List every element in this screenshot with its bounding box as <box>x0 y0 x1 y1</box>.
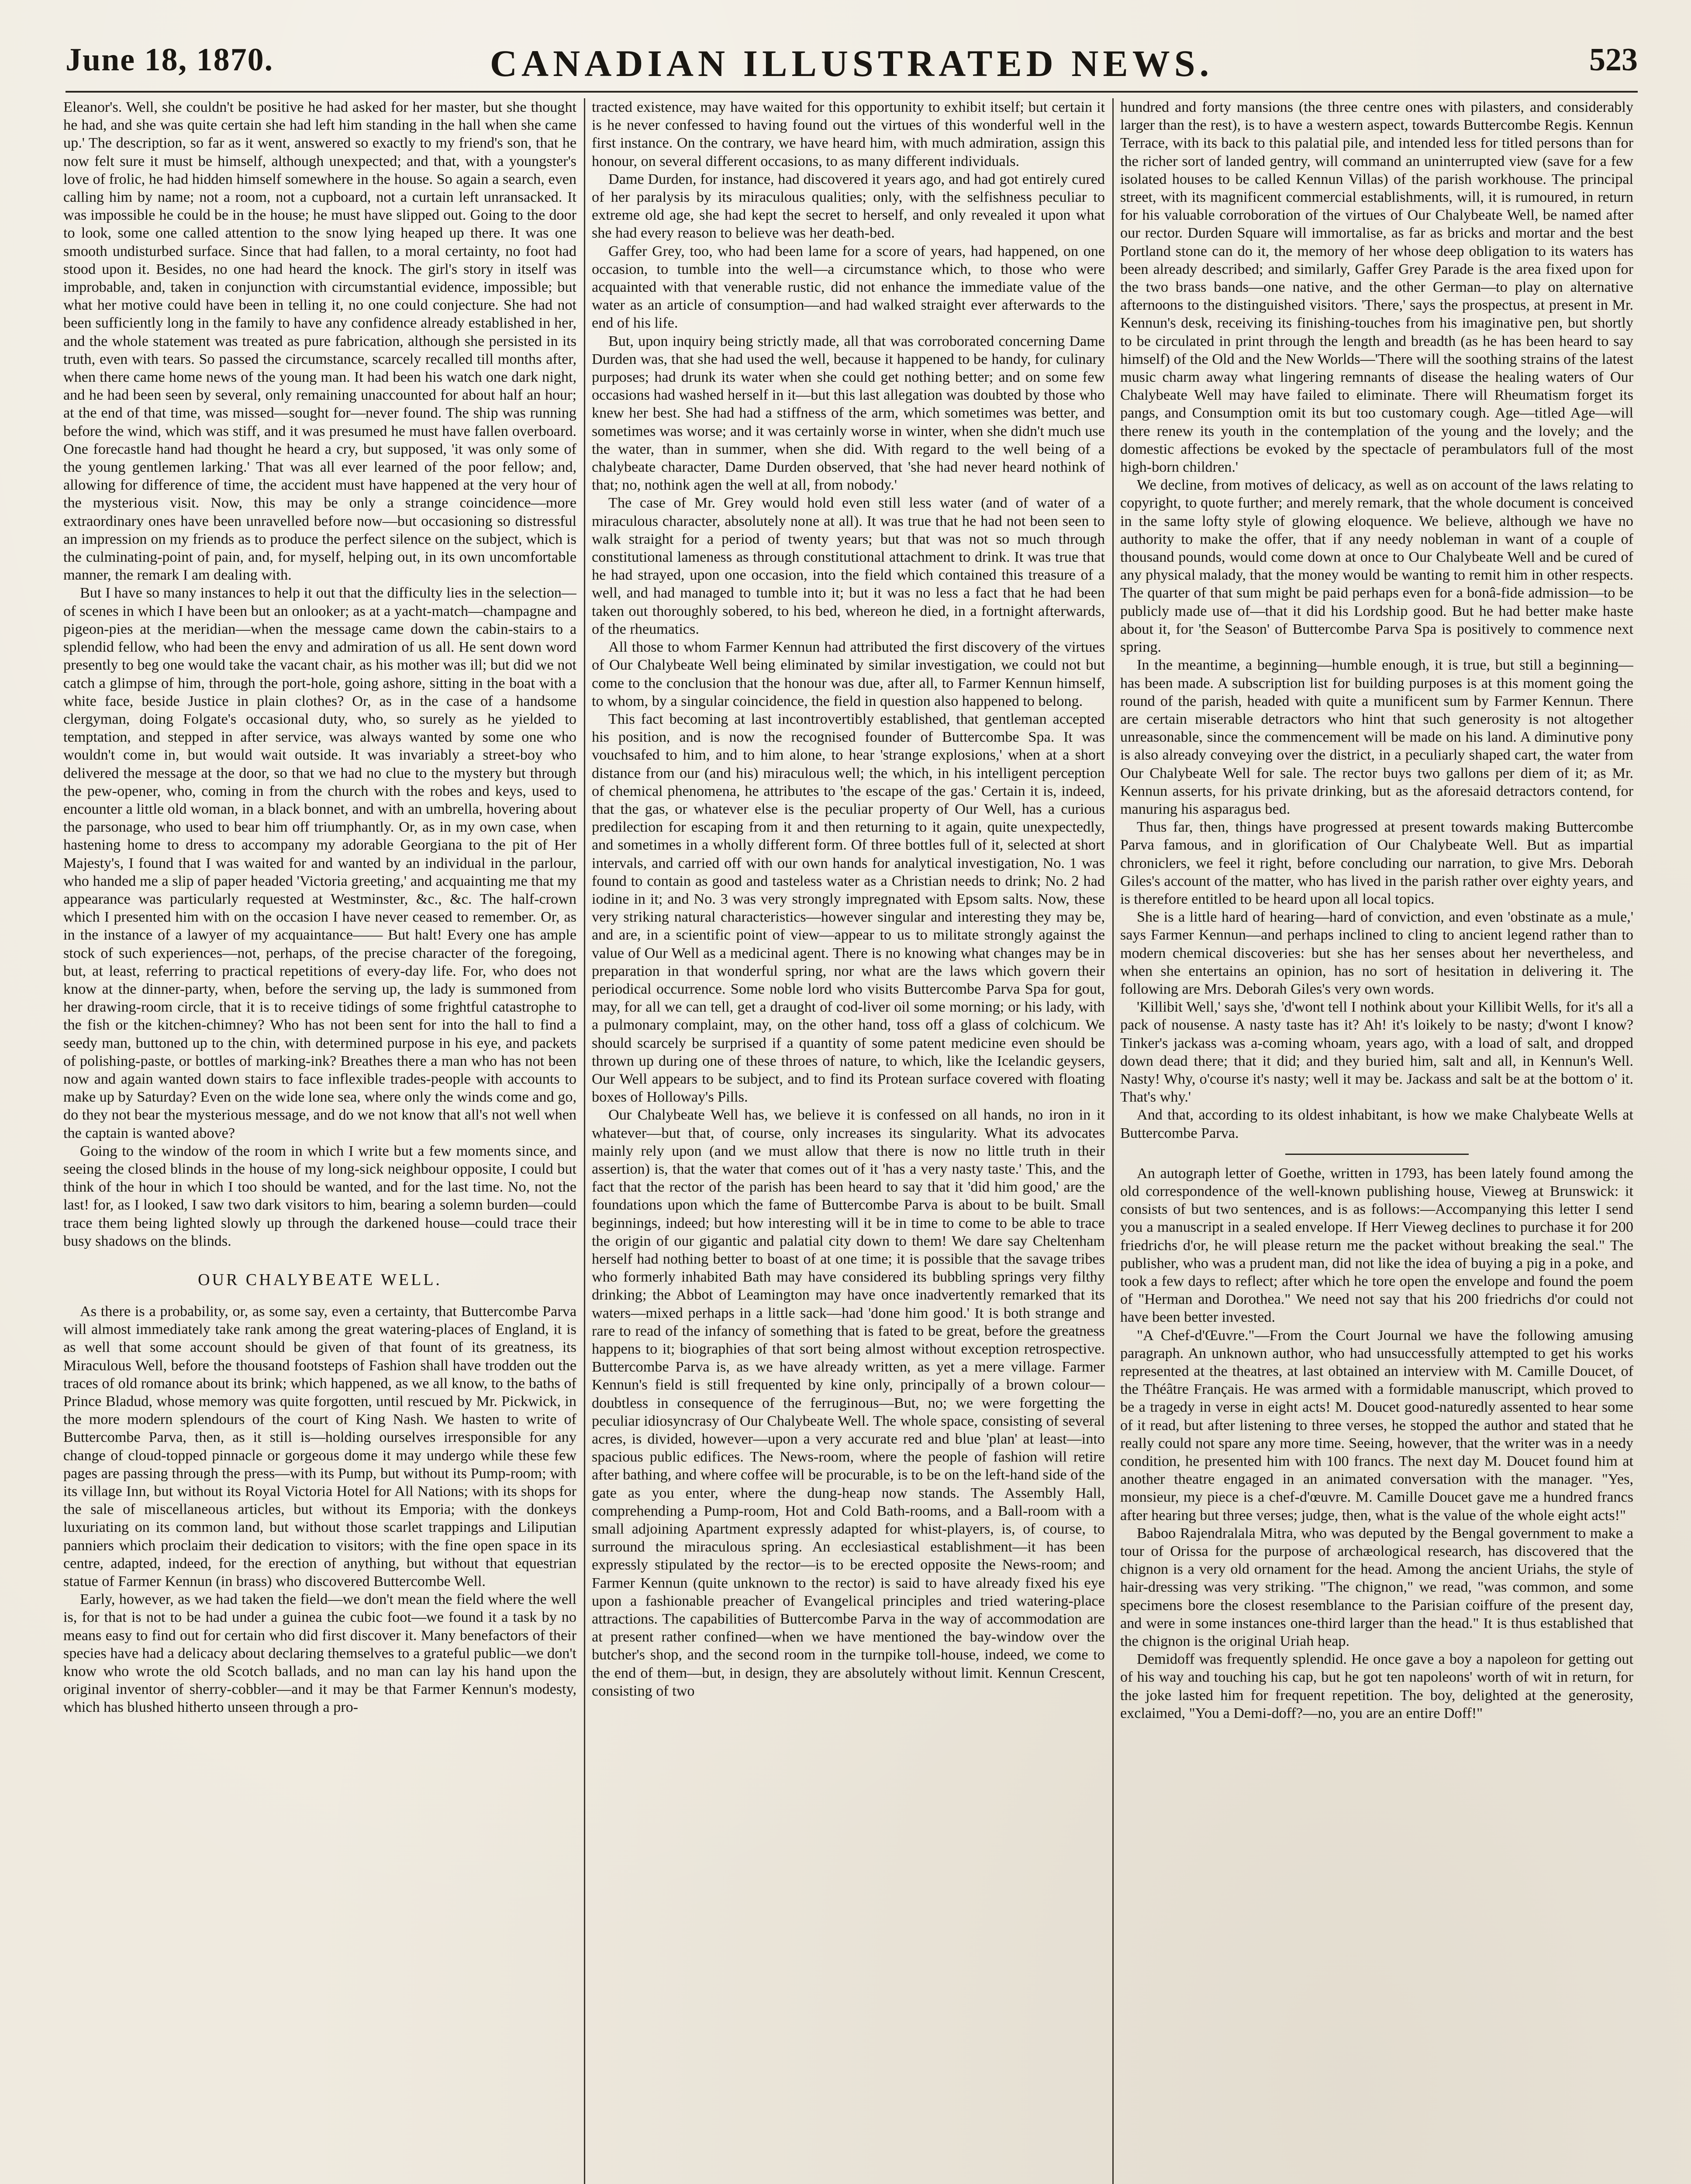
article-paragraph: This fact becoming at last incontrovertibly established, that gentleman accepted his position, and is now the recognised founder of Buttercombe Spa. It was vouchsafed to him, and to him alone, to hear 'strange explosions,' when at a short distance from our (and his) miraculous well; the which, in his intelligent perception of chemical phenomena, he attributes to 'the escape of the gas.' Certain it is, indeed, that the gas, or whatever else is the peculiar property of Our Well, has a curious predilection for escaping from it and then returning to it again, quite unexpectedly, and sometimes in a wholly different form. Of three bottles full of it, selected at short intervals, and carried off with our own hands for analytical investigation, No. 1 was found to contain as good and tasteless water as a Christian needs to drink; No. 2 had iodine in it; and No. 3 was very strongly impregnated with Epsom salts. Now, these very striking natural characteristics—however singular and interesting they may be, and are, in a scientific point of view—appear to us to militate strongly against the value of Our Well as a medicinal agent. There is no knowing what changes may be in preparation in that wonderful spring, nor what are the laws which govern their periodical occurrence. Some noble lord who visits Buttercombe Parva Spa for gout, may, for all we can tell, get a draught of cod-liver oil some morning; or his lady, with a pulmonary complaint, may, on the other hand, toss off a glass of colchicum. We should scarcely be surprised if a quantity of some patent medicine even should be thrown up during one of these throes of nature, to which, like the Icelandic geysers, Our Well appears to be subject, and to find its Protean surface covered with floating boxes of Holloway's Pills. <box>592 711 1105 1106</box>
article-paragraph: Eleanor's. Well, she couldn't be positive he had asked for her master, but she thought he had, and she was quite certain she had left him standing in the hall when she came up.' The description, so far as it went, answered so exactly to my friend's son, that he now felt sure it must be himself, although unexpected; and that, with a youngster's love of frolic, he had hidden himself somewhere in the house. So again a search, even calling him by name; not a room, not a cupboard, not a curtain left unransacked. It was impossible he could be in the house; he must have slipped out. Going to the door to look, some one called attention to the snow lying heaped up there. It was one smooth undisturbed surface. Since that had fallen, to a moral certainty, no foot had stood upon it. Besides, no one had heard the knock. The girl's story in itself was improbable, and, taken in conjunction with circumstantial evidence, impossible; but what her motive could have been in telling it, no one could conjecture. She had not been sufficiently long in the family to have any confidence already established in her, and the whole statement was treated as pure fabrication, although she persisted in its truth, even with tears. So passed the circumstance, scarcely recalled till months after, when there came home news of the young man. It had been his watch one dark night, and he had been seen by several, only remaining unaccounted for about half an hour; at the end of that time, was missed—sought for—never found. The ship was running before the wind, which was stiff, and it was presumed he must have fallen overboard. One forecastle hand had thought he heard a cry, but supposed, 'it was only some of the young gentlemen larking.' That was all ever learned of the poor fellow; and, allowing for difference of time, the accident must have happened at the very hour of the mysterious visit. Now, this may be only a strange coincidence—more extraordinary ones have been unravelled before now—but occasioning so distressful an impression on my friends as to produce the perfect silence on the subject, which is the culminating-point of pain, and, for myself, helping out, in its own uncomfortable manner, the remark I am dealing with. <box>63 99 576 584</box>
column-divider-1 <box>584 98 585 2184</box>
article-paragraph: Early, however, as we had taken the field—we don't mean the field where the well is, for that is not to be had under a guinea the cubic foot—we found it a task by no means easy to find out for certain who did first discover it. Many benefactors of their species have had a delicacy about declaring themselves to a grateful public—we don't know who wrote the old Scotch ballads, and no man can lay his hand upon the original inventor of sherry-cobbler—and it may be that Farmer Kennun's modesty, which has blushed hitherto unseen through a pro- <box>63 1591 576 1716</box>
article-paragraph: The case of Mr. Grey would hold even still less water (and of water of a miraculous character, absolutely none at all). It was true that he had not been seen to walk straight for a period of twenty years; but that was not so much through constitutional lameness as through constitutional attachment to drink. It was true that he had strayed, upon one occasion, into the field which contained this treasure of a well, and had managed to tumble into it; but it was no less a fact that he had been taken out thoroughly sobered, to his bed, whereon he died, in a fortnight afterwards, of the rheumatics. <box>592 495 1105 637</box>
column-1 <box>63 98 576 2184</box>
article-paragraph: In the meantime, a beginning—humble enough, it is true, but still a beginning—has been made. A subscription list for building purposes is at this moment going the round of the parish, headed with quite a munificent sum by Farmer Kennun. There are certain miserable detractors who hint that such generosity is not altogether unreasonable, since the commencement will be made on his land. A diminutive pony is also already conveying over the district, in a peculiarly shaped cart, the water from Our Chalybeate Well for sale. The rector buys two gallons per diem of it; as Mr. Kennun asserts, for his private drinking, but as the aforesaid detractors contend, for manuring his asparagus bed. <box>1120 657 1633 817</box>
article-paragraph: She is a little hard of hearing—hard of conviction, and even 'obstinate as a mule,' says Farmer Kennun—and perhaps inclined to cling to ancient legend rather than to modern chemical discoveries: but she has her senses about her nevertheless, and when she entertains an opinion, has no sort of hesitation in delivering it. The following are Mrs. Deborah Giles's very own words. <box>1120 909 1633 997</box>
article-paragraph: Thus far, then, things have progressed at present towards making Buttercombe Parva famous, and in glorification of Our Chalybeate Well. But as impartial chroniclers, we feel it right, before concluding our narration, to give Mrs. Deborah Giles's account of the matter, who has lived in the parish rather over eighty years, and is therefore entitled to be heard upon all local topics. <box>1120 819 1633 907</box>
article-paragraph: Our Chalybeate Well has, we believe it is confessed on all hands, no iron in it whatever—but that, of course, only increases its singularity. What its advocates mainly rely upon (and we must allow that there is now no little truth in their assertion) is, that the water that comes out of it 'has a very nasty taste.' This, and the fact that the rector of the parish has been heard to say that it 'did him good,' are the foundations upon which the fame of Buttercombe Parva is about to be built. Small beginnings, indeed; but how interesting will it be in time to come to be able to trace the origin of our gigantic and palatial city down to them! We dare say Cheltenham herself had nothing better to boast of at one time; it is possible that the savage tribes who formerly inhabited Bath may have considered its bubbling springs very filthy drinking; the Abbot of Leamington may have once inadvertently remarked that its waters—mixed perhaps in a little sack—had 'done him good.' It is both strange and rare to read of the infancy of something that is fated to be great, before the greatness happens to it; biographies of that sort being almost without exception retrospective. Buttercombe Parva is, as we have already written, as yet a mere village. Farmer Kennun's field is still frequented by kine only, principally of a brown colour—doubtless in consequence of the ferruginous—But, no; we were forgetting the peculiar idiosyncrasy of Our Chalybeate Well. The whole space, consisting of several acres, is divided, however—upon a very accurate red and blue 'plan' at least—into spacious public edifices. The News-room, where the people of fashion will retire after bathing, and where coffee will be procurable, is to be on the left-hand side of the gate as you enter, where the dung-heap now stands. The Assembly Hall, comprehending a Pump-room, Hot and Cold Bath-rooms, and a Ball-room with a small adjoining Apartment expressly adapted for whist-players, is, of course, to surround the miraculous spring. An ecclesiastical establishment—it has been expressly stipulated by the rector—is to be erected opposite the News-room; and Farmer Kennun (quite unknown to the rector) is said to have already fixed his eye upon a fashionable preacher of Evangelical principles and tried watering-place attractions. The capabilities of Buttercombe Parva in the way of accommodation are at present rather confined—when we have mentioned the bay-window over the butcher's shop, and the second room in the turnpike toll-house, indeed, we come to the end of them—but, in design, they are absolutely without limit. Kennun Crescent, consisting of two <box>592 1107 1105 1699</box>
page-number: 523 <box>1589 42 1638 78</box>
issue-date: June 18, 1870. <box>66 42 274 78</box>
article-paragraph: But I have so many instances to help it out that the difficulty lies in the selection—of scenes in which I have been but an onlooker; as at a yacht-match—champagne and pigeon-pies at the meridian—when the message came down the cabin-stairs to a splendid fellow, who had been the envy and admiration of us all. He sent down word presently to beg one would take the vacant chair, as his mother was ill; but did we not catch a glimpse of him, through the port-hole, going ashore, sitting in the boat with a white face, beside Justice in plain clothes? Or, as in the case of a handsome clergyman, doing Folgate's occasional duty, who, so surely as he yielded to temptation, and stepped in after service, was always wanted by some one who wouldn't come in, but would wait outside. It was invariably a street-boy who delivered the message at the door, so that we had no clue to the mystery but through the pew-opener, who, coming in from the church with the robes and keys, used to encounter a little old woman, in a black bonnet, and with an umbrella, hovering about the parsonage, who used to bear him off triumphantly. Or, as in my own case, when hastening home to dress to accompany my adorable Georgiana to the pit of Her Majesty's, I found that I was waited for and wanted by an individual in the parlour, who handed me a slip of paper headed 'Victoria greeting,' and acquainting me that my appearance was particularly requested at Westminster, &c., &c. The half-crown which I presented him with on the occasion I have never ceased to remember. Or, as in the instance of a lawyer of my acquaintance—— But halt! Every one has ample stock of such experiences—not, perhaps, of the precise character of the foregoing, but, at least, referring to practical repetitions of every-day life. For, who does not know at the dinner-party, when, before the serving up, the lady is summoned from her drawing-room circle, that it is to receive tidings of some frightful catastrophe to the fish or the kitchen-chimney? Who has not been sent for into the hall to find a seedy man, buttoned up to the chin, with determined purpose in his eye, and packets of polishing-paste, or bottles of marking-ink? Breathes there a man who has not been now and again wanted down stairs to face inflexible trades-people with accounts to make up by Saturday? Even on the wide lone sea, where only the winds come and go, do they not bear the mysterious message, and do we not know that all's not well when the captain is wanted above? <box>63 585 576 1141</box>
article-paragraph: An autograph letter of Goethe, written in 1793, has been lately found among the old correspondence of the well-known publishing house, Vieweg at Brunswick: it consists of but two sentences, and is as follows:—Accompanying this letter I send you a manuscript in a sealed envelope. If Herr Vieweg declines to purchase it for 200 friedrichs d'or, he will please return me the packet without breaking the seal." The publisher, who was a prudent man, did not like the idea of buying a pig in a poke, and took a few days to reflect; after which he tore open the envelope and found the poem of "Herman and Dorothea." We need not say that his 200 friedrichs d'or could not have been better invested. <box>1120 1165 1633 1326</box>
article-heading: OUR CHALYBEATE WELL. <box>198 1271 442 1289</box>
column-divider-2 <box>1112 98 1114 2184</box>
article-paragraph: tracted existence, may have waited for this opportunity to exhibit itself; but certain it is he never confessed to having found out the virtues of this wonderful well in the first instance. On the contrary, we have heard him, with much admiration, assign this honour, on several different occasions, to as many different individuals. <box>592 99 1105 169</box>
article-paragraph: But, upon inquiry being strictly made, all that was corroborated concerning Dame Durden was, that she had used the well, because it happened to be handy, for culinary purposes; had drunk its water when she could get nothing better; and on some few occasions had washed herself in it—but this last allegation was doubted by those who knew her best. She had had a stiffness of the arm, which sometimes was better, and sometimes was worse; and it was certainly worse in winter, when she didn't much use the water, than in summer, when she did. With regard to the well being of a chalybeate character, Dame Durden observed, that 'she had never heard nothink of that; no, nothink agen the well at all, from nobody.' <box>592 333 1105 494</box>
newspaper-title: CANADIAN ILLUSTRATED NEWS. <box>490 42 1214 84</box>
article-paragraph: And that, according to its oldest inhabitant, is how we make Chalybeate Wells at Buttercombe Parva. <box>1120 1107 1633 1141</box>
article-paragraph: Baboo Rajendralala Mitra, who was deputed by the Bengal government to make a tour of Orissa for the purpose of archæological research, has discovered that the chignon is a very old ornament for the head. Among the ancient Uriahs, the style of hair-dressing was very striking. "The chignon," we read, "was common, and some specimens bore the closest resemblance to the Parisian coiffure of the present day, and were in some instances one-third larger than the head." It is thus established that the chignon is the original Uriah heap. <box>1120 1525 1633 1650</box>
article-paragraph: Dame Durden, for instance, had discovered it years ago, and had got entirely cured of her paralysis by its miraculous qualities; only, with the selfishness peculiar to extreme old age, she had kept the secret to herself, and only revealed it upon what she had every reason to believe was her death-bed. <box>592 171 1105 242</box>
article-paragraph: Demidoff was frequently splendid. He once gave a boy a napoleon for getting out of his way and touching his cap, but he got ten napoleons' worth of wit in return, for the joke lasted him for frequent repetition. The boy, delighted at the generosity, exclaimed, "You a Demi-doff?—no, you are an entire Doff!" <box>1120 1651 1633 1721</box>
masthead <box>66 41 1638 90</box>
article-paragraph: "A Chef-d'Œuvre."—From the Court Journal we have the following amusing paragraph. An unknown author, who had unsuccessfully attempted to get his works represented at the theatres, at last obtained an interview with M. Camille Doucet, of the Théâtre Français. He was armed with a formidable manuscript, which proved to be a tragedy in verse in eight acts! M. Doucet good-naturedly assented to hear some of it read, but after listening to three verses, he stopped the author and stated that he really could not spare any more time. Seeing, however, that the writer was in a needy condition, he presented him with 100 francs. The next day M. Doucet found him at another theatre engaged in an animated conversation with the manager. "Yes, monsieur, my piece is a chef-d'œuvre. M. Camille Doucet gave me a hundred francs after hearing but three verses; judge, then, what is the value of the whole eight acts!" <box>1120 1327 1633 1524</box>
article-paragraph: We decline, from motives of delicacy, as well as on account of the laws relating to copyright, to quote further; and merely remark, that the whole document is conceived in the same lofty style of glowing eloquence. We believe, although we have no authority to make the offer, that if any needy nobleman in want of a couple of thousand pounds, would come down at once to Our Chalybeate Well and be cured of any physical malady, that the money would be wanting to remit him in other respects. The quarter of that sum might be paid perhaps even for a bonâ-fide admission—to be publicly made use of—that it did his Lordship good. But he had better make haste about it, for 'the Season' of Buttercombe Parva Spa is positively to commence next spring. <box>1120 477 1633 656</box>
article-paragraph: Going to the window of the room in which I write but a few moments since, and seeing the closed blinds in the house of my long-sick neighbour opposite, I could but think of the hour in which I too should be wanted, and for the last time. No, not the last! for, as I looked, I saw two dark visitors to him, bearing a solemn burden—could trace them being lighted slowly up through the darkened house—could trace their busy shadows on the blinds. <box>63 1143 576 1249</box>
article-paragraph: As there is a probability, or, as some say, even a certainty, that Buttercombe Parva will almost immediately take rank among the great watering-places of England, it is as well that some account should be given of that fount of its greatness, its Miraculous Well, before the thousand footsteps of Fashion shall have trodden out the traces of old romance about its brink; which happened, as we all know, to the baths of Prince Bladud, whose memory was quite forgotten, until rescued by Mr. Pickwick, in the more modern splendours of the court of King Nash. We hasten to write of Buttercombe Parva, then, as it still is—holding ourselves irresponsible for any change of cloud-topped pinnacle or gorgeous dome it may undergo while these few pages are passing through the press—with its Pump, but without its Pump-room; with its village Inn, but without its Royal Victoria Hotel for All Nations; with its shops for the sale of miscellaneous articles, but without its Emporia; with the donkeys luxuriating on its common land, but without those scarlet trappings and Liliputian panniers which proclaim their dedication to visitors; with the fine open space in its centre, adapted, indeed, for the erection of anything, but without that equestrian statue of Farmer Kennun (in brass) who discovered Buttercombe Well. <box>63 1303 576 1590</box>
article-paragraph: 'Killibit Well,' says she, 'd'wont tell I nothink about your Killibit Wells, for it's all a pack of nousense. A nasty taste has it? Ah! it's loikely to be nasty; d'wont I know? Tinker's jackass was a-coming whoam, years ago, with a load of salt, and dropped down dead there; that it did; and they buried him, salt and all, in Kennun's Well. Nasty! Why, o'course it's nasty; well it may be. Jackass and salt be at the bottom o' it. That's why.' <box>1120 999 1633 1106</box>
article-paragraph: Gaffer Grey, too, who had been lame for a score of years, had happened, on one occasion, to tumble into the well—a circumstance which, to those who were acquainted with that venerable rustic, did not enhance the immediate value of the water as an article of consumption—and had walked straight ever afterwards to the end of his life. <box>592 243 1105 332</box>
column-2 <box>592 98 1105 2184</box>
column-3 <box>1120 98 1633 2184</box>
article-paragraph: hundred and forty mansions (the three centre ones with pilasters, and considerably larger than the rest), is to have a western aspect, towards Buttercombe Regis. Kennun Terrace, with its back to this palatial pile, and intended less for titled persons than for the richer sort of landed gentry, will command an uninterrupted view (save for a few isolated houses to be called Kennun Villas) of the parish workhouse. The principal street, with its magnificent commercial establishments, will, it is rumoured, in return for his valuable corroboration of the virtues of Our Chalybeate Well, be named after our rector. Durden Square will immortalise, as far as bricks and mortar and the best Portland stone can do it, the memory of her whose deep obligation to its waters has been already described; and similarly, Gaffer Grey Parade is the area fixed upon for the two brass bands—one native, and the other German—to play on alternative afternoons to the distinguished visitors. 'There,' says the prospectus, at present in Mr. Kennun's desk, receiving its finishing-touches from his imaginative pen, but shortly to be circulated in print through the length and breadth (as he has been heard to say himself) of the Old and the New Worlds—'There will the soothing strains of the latest music charm away what lingering remnants of disease the healing waters of Our Chalybeate Well may have failed to eliminate. There will Rheumatism forget its pangs, and Consumption omit its but too customary cough. Age—titled Age—will there renew its youth in the contemplation of the young and the lovely; and the domestic affections be evoked by the spectacle of perambulators full of the most high-born children.' <box>1120 99 1633 476</box>
masthead-rule <box>66 91 1638 93</box>
article-paragraph: All those to whom Farmer Kennun had attributed the first discovery of the virtues of Our Chalybeate Well being eliminated by similar investigation, we could not but come to the conclusion that the honour was due, after all, to Farmer Kennun himself, to whom, by a singular coincidence, the field in question also happened to belong. <box>592 639 1105 709</box>
section-separator <box>1285 1154 1469 1155</box>
